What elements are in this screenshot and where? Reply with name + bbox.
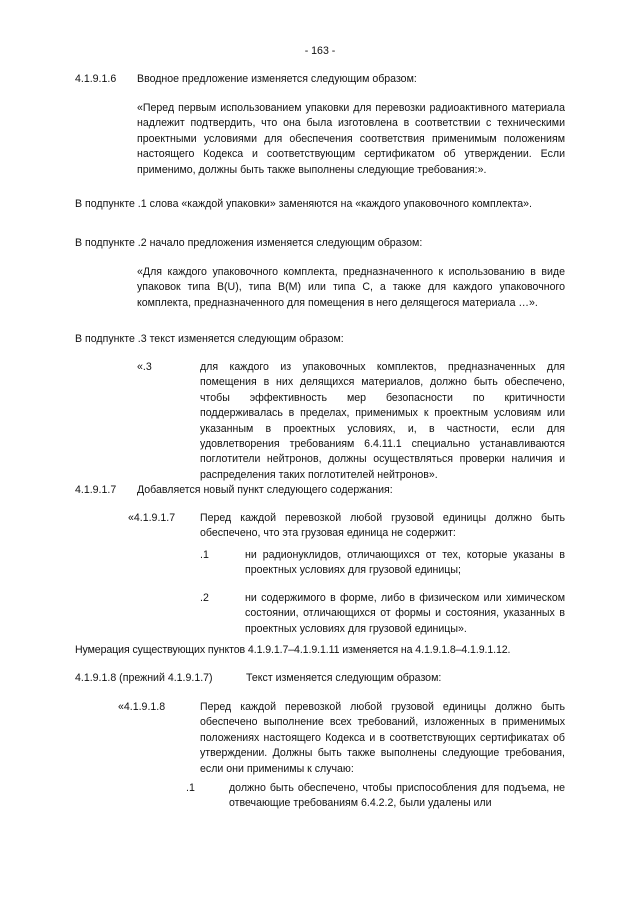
paragraph: Нумерация существующих пунктов 4.1.9.1.7–4.1.9.1.11 изменяется на 4.1.9.1.8–4.1.9.1.12. xyxy=(75,644,511,656)
quoted-paragraph: «Для каждого упаковочного комплекта, предназначенного к использованию в виде упаковок типа B(U), типа B(M) или типа C, а также для каждого упаковочного комплекта, предназначенного для помещения в него делящегося материала …». xyxy=(137,266,565,309)
paragraph-number: «4.1.9.1.7 xyxy=(128,512,176,524)
section-number: 4.1.9.1.8 (прежний 4.1.9.1.7) xyxy=(75,672,213,684)
paragraph-text: Перед каждой перевозкой любой грузовой единицы должно быть обеспечено, что эта грузовая единица не содержит: xyxy=(200,512,565,540)
paragraph: В подпункте .2 начало предложения изменяется следующим образом: xyxy=(75,237,423,249)
page-number: - 163 - xyxy=(304,45,336,57)
item-text: должно быть обеспечено, чтобы приспособления для подъема, не отвечающие требованиям 6.4.2.2, были удалены или xyxy=(229,782,565,810)
paragraph-number: «4.1.9.1.8 xyxy=(118,701,166,713)
paragraph: В подпункте .1 слова «каждой упаковки» заменяются на «каждого упаковочного комплекта». xyxy=(75,198,532,210)
section-heading: Текст изменяется следующим образом: xyxy=(246,672,442,684)
item-number: «.3 xyxy=(137,361,152,373)
paragraph-text: Перед каждой перевозкой любой грузовой единицы должно быть обеспечено выполнение всех требований, изложенных в применимых положениях настоящего Кодекса и в соответствующих сертификатах об утверждении. Должны быть также выполнены следующие требования, если они применимы к случаю: xyxy=(200,701,565,775)
item-number: .2 xyxy=(200,592,209,604)
item-number: .1 xyxy=(186,782,195,794)
quoted-paragraph: «Перед первым использованием упаковки для перевозки радиоактивного материала надлежит подтвердить, что она была изготовлена в соответствии с техническими проектными условиями для обеспечения соответствия применимым положениям настоящего Кодекса и соответствующим сертификатом об утверждении. Если применимо, должны быть также выполнены следующие требования:». xyxy=(137,102,565,176)
item-text: ни радионуклидов, отличающихся от тех, которые указаны в проектных условиях для грузовой единицы; xyxy=(245,549,565,577)
section-number: 4.1.9.1.7 xyxy=(75,484,117,496)
item-text: для каждого из упаковочных комплектов, предназначенных для помещения в них делящихся материалов, должно быть обеспечено, чтобы эффективность мер безопасности по критичности поддерживалась в пределах, применимых к проектным условиям или указанным в проектных условиях, и, в частности, если для удовлетворения требованиям 6.4.11.1 специально устанавливаются поглотители нейтронов, должны осуществляться проверки наличия и распределения таких поглотителей нейтронов». xyxy=(200,361,565,481)
section-heading: Добавляется новый пункт следующего содержания: xyxy=(137,484,393,496)
section-number: 4.1.9.1.6 xyxy=(75,73,117,85)
paragraph: В подпункте .3 текст изменяется следующим образом: xyxy=(75,333,344,345)
section-heading: Вводное предложение изменяется следующим образом: xyxy=(137,73,417,85)
item-number: .1 xyxy=(200,549,209,561)
item-text: ни содержимого в форме, либо в физическом или химическом состоянии, отличающихся от формы и состояния, указанных в проектных условиях для грузовой единицы». xyxy=(245,592,565,635)
